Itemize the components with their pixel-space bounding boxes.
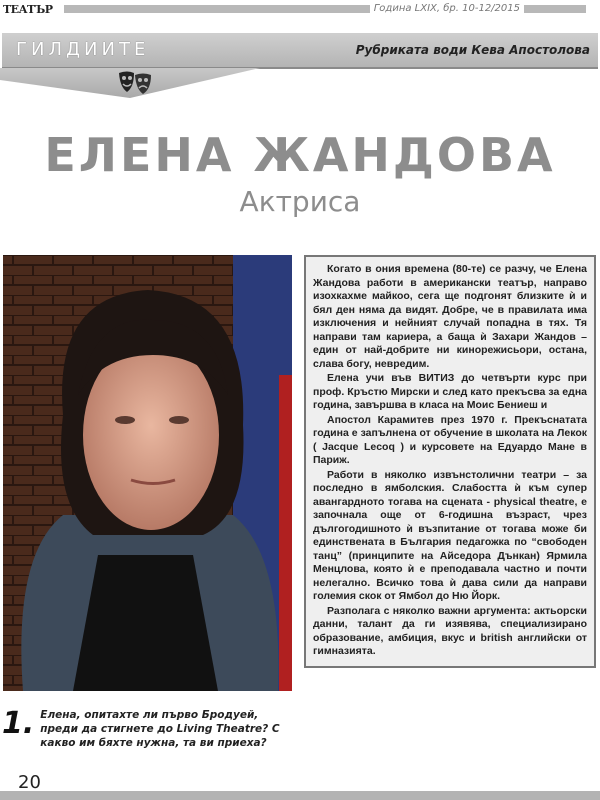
article-subtitle: Актриса bbox=[239, 185, 361, 218]
question-number: 1. bbox=[2, 706, 35, 741]
issue-info: Година LXIX, бр. 10-12/2015 bbox=[370, 3, 524, 14]
article-body bbox=[304, 255, 596, 668]
article-title: ЕЛЕНА ЖАНДОВА bbox=[44, 128, 556, 182]
theatre-masks-icon bbox=[117, 70, 153, 99]
paragraph: Елена учи във ВИТИЗ до четвърти курс при проф. Кръстю Мирски и след като прекъсва за една година, завършва в класа на Моис Бениеш и bbox=[313, 372, 587, 411]
paragraph: Работи в няколко извънстолични театри – за последно в ямболския. Слабостта ѝ към супер авангардното тогава на сцената - physical theatre, е започнала още от 6-годишна възраст, чрез дългогодишното ѝ възпитание от тогава може би единствената в България педагожка по “свободен танц” (принципите на Айседора Дънкан) Ярмила Менцлова, която ѝ е преподавала частно и почти нелегално. Всичко това ѝ дава сили да направи големия скок от Ямбол до Ню Йорк. bbox=[313, 468, 587, 602]
rubric-band bbox=[2, 33, 598, 69]
rubric-editor: Рубриката води Кева Апостолова bbox=[355, 43, 590, 57]
interview-question bbox=[2, 708, 294, 750]
paragraph: Разполага с няколко важни аргумента: актьорски данни, талант да ги изявява, специализирано образование, амбиция, вкус и british английски от гимназията. bbox=[313, 604, 587, 657]
bottom-bar bbox=[0, 791, 600, 800]
page-number: 20 bbox=[18, 772, 41, 793]
magazine-logo: ТЕАТЪР bbox=[3, 3, 53, 16]
paragraph: Когато в ония времена (80-те) се разчу, че Елена Жандова работи в американски театър, направо изохкахме майкоо, сега ще подгонят близките ѝ и бял ден няма да видят. Добре, че в правилата има изключения и нейният случай попадна в тях. Тя направи там кариера, а баща ѝ Захари Жандов – един от най-добрите ни кинорежисьори, остана, слава богу, невредим. bbox=[313, 263, 587, 370]
rubric-title: ГИЛДИИТЕ bbox=[16, 39, 150, 60]
top-bar bbox=[64, 5, 586, 13]
portrait-photo bbox=[3, 255, 292, 691]
paragraph: Апостол Карамитев през 1970 г. Прекъснатата година е запълнена от обучение в школата на Лекок ( Jacque Lecoq ) и курсовете на Едуардо Мане в Париж. bbox=[313, 413, 587, 466]
question-text: Елена, опитахте ли първо Бродуей, преди да стигнете до Living Theatre? С какво им бяхте нужна, та ви приеха? bbox=[40, 709, 280, 749]
